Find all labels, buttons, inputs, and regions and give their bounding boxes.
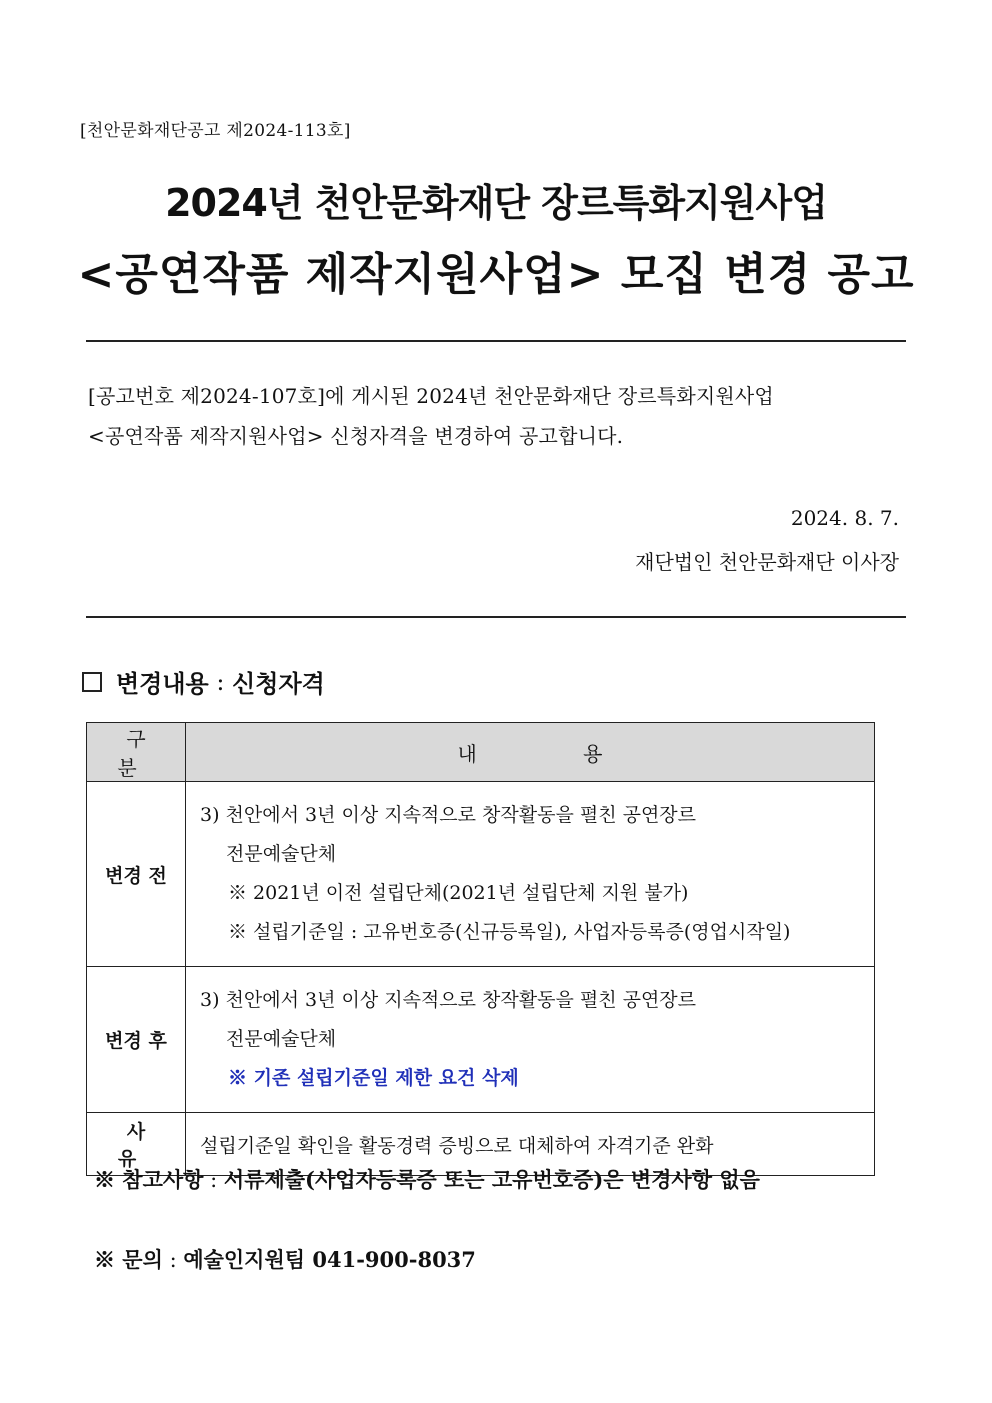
before-line-1: 3) 천안에서 3년 이상 지속적으로 창작활동을 펼친 공연장르 xyxy=(200,804,697,826)
table-row-after xyxy=(87,967,875,1113)
notice-number: [천안문화재단공고 제2024-113호] xyxy=(80,121,351,141)
after-label: 변경 후 xyxy=(87,967,186,1113)
section-separator: : xyxy=(208,667,233,696)
checkbox-icon xyxy=(82,672,102,692)
after-line-1: 3) 천안에서 3년 이상 지속적으로 창작활동을 펼친 공연장르 xyxy=(200,989,697,1011)
reference-separator: : xyxy=(203,1168,224,1192)
reason-label: 사 유 xyxy=(87,1113,186,1176)
after-line-2: 전문예술단체 xyxy=(226,1028,337,1050)
reference-prefix: ※ 참고사항 xyxy=(94,1167,204,1192)
reason-text: 설립기준일 확인을 활동경력 증빙으로 대체하여 자격기준 완화 xyxy=(186,1113,875,1176)
bottom-divider xyxy=(86,616,906,618)
section-label: 변경내용 xyxy=(116,669,209,698)
intro-paragraph xyxy=(88,376,908,456)
inquiry-text: 예술인지원팀 041-900-8037 xyxy=(183,1247,476,1272)
before-note-2: ※ 설립기준일 : 고유번호증(신규등록일), 사업자등록증(영업시작일) xyxy=(228,921,791,943)
notice-date: 2024. 8. 7. xyxy=(790,506,899,530)
inquiry-prefix: ※ 문의 xyxy=(94,1247,163,1272)
inquiry-note xyxy=(94,1244,476,1274)
intro-line-2: <공연작품 제작지원사업> 신청자격을 변경하여 공고합니다. xyxy=(88,424,624,448)
before-label: 변경 전 xyxy=(87,782,186,967)
intro-line-1: [공고번호 제2024-107호]에 게시된 2024년 천안문화재단 장르특화지원사업 xyxy=(88,384,774,408)
issuer: 재단법인 천안문화재단 이사장 xyxy=(635,550,899,574)
top-divider xyxy=(86,340,906,342)
before-content xyxy=(186,782,875,967)
after-note-1: ※ 기존 설립기준일 제한 요건 삭제 xyxy=(228,1067,519,1089)
before-note-1: ※ 2021년 이전 설립단체(2021년 설립단체 지원 불가) xyxy=(228,882,689,904)
inquiry-separator: : xyxy=(162,1248,184,1272)
table-header-row xyxy=(87,723,875,782)
title-line-1: 2024년 천안문화재단 장르특화지원사업 xyxy=(165,181,827,225)
table-row-before xyxy=(87,782,875,967)
before-line-2: 전문예술단체 xyxy=(226,843,337,865)
header-content: 내 용 xyxy=(186,723,875,782)
changes-table xyxy=(86,722,875,1176)
header-category: 구 분 xyxy=(87,723,186,782)
section-value: 신청자격 xyxy=(232,669,325,698)
section-heading xyxy=(82,664,325,699)
reference-text: 서류제출(사업자등록증 또는 고유번호증)은 변경사항 없음 xyxy=(223,1167,760,1192)
after-content xyxy=(186,967,875,1113)
reference-note xyxy=(94,1164,760,1194)
title-line-2: <공연작품 제작지원사업> 모집 변경 공고 xyxy=(77,249,915,300)
